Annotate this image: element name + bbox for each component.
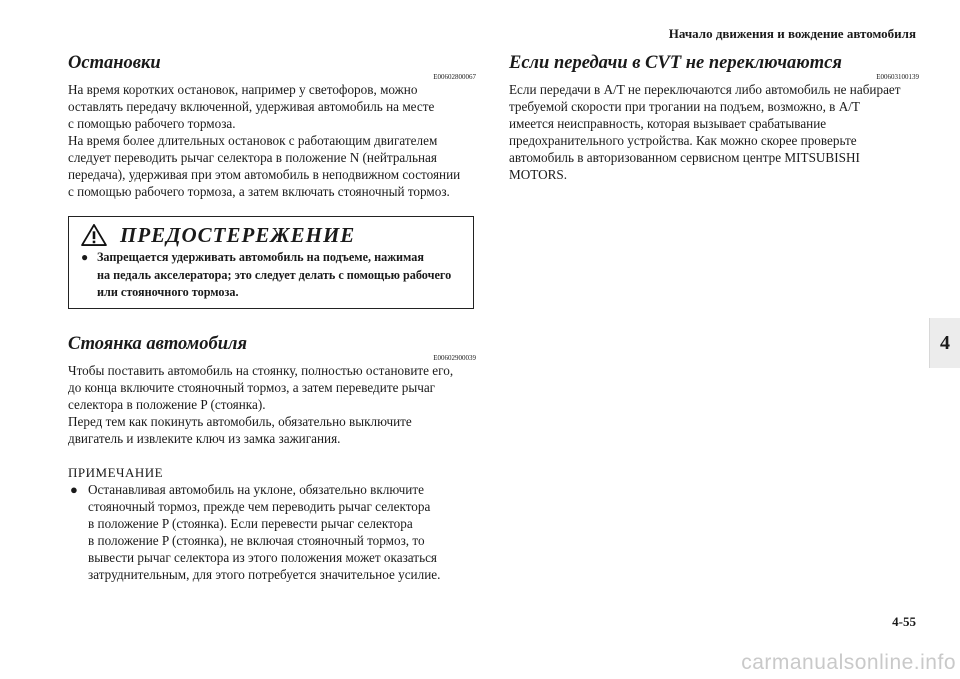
section-code-stops: E00602800067	[433, 73, 476, 81]
warning-box	[68, 216, 474, 309]
section-parking	[68, 333, 476, 447]
note-text: Останавливая автомобиль на уклоне, обязательно включите стояночный тормоз, прежде чем переводить рычаг селектора в положение P (стоянка). Если перевести рычаг селектора в положение P (стоянка), не включая стояночный тормоз, то вывести рычаг селектора из этого положения может оказаться затруднительным, для этого потребуется значительное усилие.	[88, 481, 441, 582]
section-code-cvt: E00603100139	[876, 73, 919, 81]
section-title-parking: Стоянка автомобиля	[68, 333, 248, 354]
note-block	[68, 465, 476, 583]
section-title-stops: Остановки	[68, 53, 161, 73]
page-number: 4-55	[892, 614, 916, 629]
watermark: carmanualsonline.info	[741, 651, 956, 674]
bullet-icon: ●	[81, 250, 89, 264]
warning-text: Запрещается удерживать автомобиль на подъеме, нажимая на педаль акселератора; это следует делать с помощью рабочего или стояночного тормоза.	[97, 250, 452, 299]
left-column	[68, 52, 476, 583]
warning-triangle-icon	[80, 224, 108, 246]
right-column	[509, 52, 919, 183]
running-header: Начало движения и вождение автомобиля	[668, 26, 916, 41]
section-code-parking: E00602900039	[433, 353, 476, 362]
section-text-parking: Чтобы поставить автомобиль на стоянку, полностью остановите его, до конца включите стояночный тормоз, а затем переведите рычаг селектора в положение P (стоянка). Перед тем как покинуть автомобиль, обязательно выключите двигатель и извлеките ключ из замка зажигания.	[68, 362, 454, 446]
warning-item	[69, 247, 473, 302]
section-text-stops: На время коротких остановок, например у светофоров, можно оставлять передачу включенной, удерживая автомобиль на месте с помощью рабочего тормоза. На время более длительных остановок с работающим двигателем следует переводить рычаг селектора в положение N (нейтральная передача), удерживая при этом автомобиль в неподвижном состоянии с помощью рабочего тормоза, а затем включать стояночный тормоз.	[68, 82, 461, 199]
warning-header	[69, 223, 473, 247]
note-label: ПРИМЕЧАНИЕ	[68, 464, 164, 480]
chapter-tab: 4	[929, 318, 960, 368]
section-cvt	[509, 52, 919, 183]
section-text-cvt: Если передачи в A/T не переключаются либо автомобиль не набирает требуемой скорости при трогании на подъем, возможно, в A/T имеется неисправность, которая вызывает срабатывание предохранительного устройства. Как можно скорее проверьте автомобиль в авторизованном сервисном центре MITSUBISHI MOTORS.	[509, 82, 901, 182]
warning-title: ПРЕДОСТЕРЕЖЕНИЕ	[120, 223, 356, 247]
section-title-cvt: Если передачи в CVT не переключаются	[509, 53, 842, 73]
section-stops	[68, 52, 476, 200]
note-item	[68, 481, 476, 583]
bullet-icon: ●	[70, 481, 78, 497]
